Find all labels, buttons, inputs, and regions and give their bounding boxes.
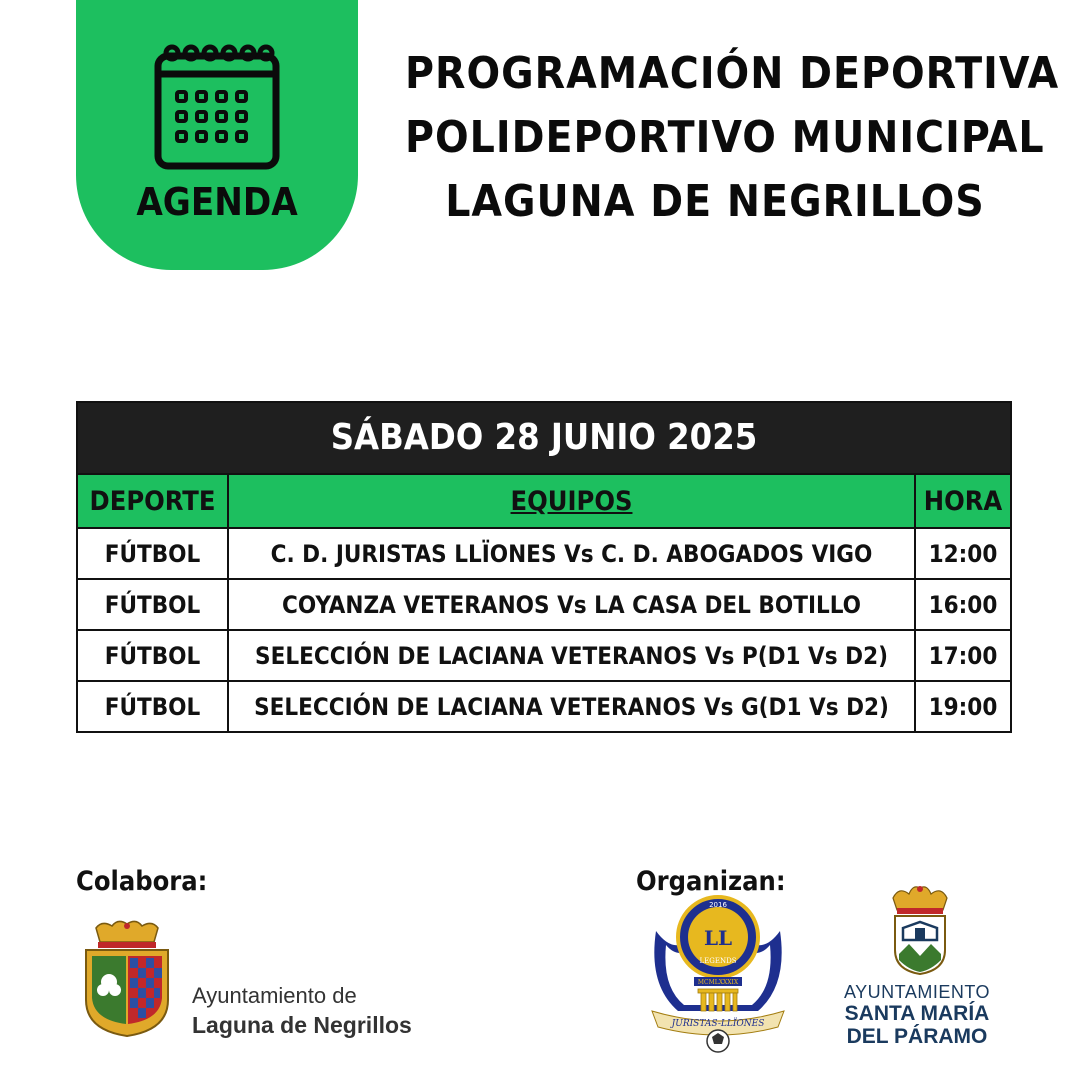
header-teams: EQUIPOS [229,475,916,527]
santa-line-1: AYUNTAMIENTO [843,982,990,1002]
row-sport: FÚTBOL [78,682,229,731]
schedule-date: SÁBADO 28 JUNIO 2025 [78,403,1010,473]
row-sport: FÚTBOL [78,529,229,578]
row-teams: SELECCIÓN DE LACIANA VETERANOS Vs G(D1 Vs D2) [229,682,916,731]
row-teams: COYANZA VETERANOS Vs LA CASA DEL BOTILLO [229,580,916,629]
crest-legends-text: LEGENDS [699,957,737,965]
santa-line-2: SANTA MARÍA [844,1002,990,1025]
santa-line-3: DEL PÁRAMO [846,1025,988,1048]
header-sport: DEPORTE [78,475,229,527]
laguna-line-1: Ayuntamiento de [192,983,357,1008]
title-line-3: LAGUNA DE NEGRILLOS [445,176,985,227]
laguna-council-text [192,982,412,1040]
row-time: 19:00 [928,692,998,721]
juristas-lliones-crest-logo [648,895,788,1055]
row-teams: SELECCIÓN DE LACIANA VETERANOS Vs P(D1 Vs D2) [229,631,916,680]
row-sport: FÚTBOL [78,580,229,629]
schedule-table [76,401,1012,733]
title-line-2: POLIDEPORTIVO MUNICIPAL [405,112,1045,163]
agenda-label: AGENDA [136,180,298,224]
crest-motto: MCMLXXXIX [697,979,739,986]
row-teams: C. D. JURISTAS LLÏONES Vs C. D. ABOGADOS VIGO [229,529,916,578]
santa-maria-council-text [832,982,1002,1048]
header-time: HORA [916,475,1010,527]
page-title [405,42,1060,234]
table-row [78,527,1010,578]
calendar-icon [150,40,284,174]
laguna-coat-of-arms-logo [82,920,172,1038]
organizers-label: Organizan: [636,866,786,897]
row-time: 12:00 [928,539,998,568]
crest-initials: LL [703,926,733,950]
crest-year: 2016 [709,901,727,909]
collaborator-label: Colabora: [76,866,208,897]
santa-maria-coat-of-arms-logo [885,884,955,976]
table-row [78,629,1010,680]
agenda-badge [76,0,358,270]
table-header-row [78,473,1010,527]
row-time: 16:00 [928,590,998,619]
row-time: 17:00 [928,641,998,670]
laguna-line-2: Laguna de Negrillos [192,1012,412,1038]
title-line-1: PROGRAMACIÓN DEPORTIVA [405,48,1060,99]
crest-ribbon-text: JURISTAS-LLÏONES [671,1019,765,1029]
table-row [78,680,1010,731]
table-row [78,578,1010,629]
row-sport: FÚTBOL [78,631,229,680]
